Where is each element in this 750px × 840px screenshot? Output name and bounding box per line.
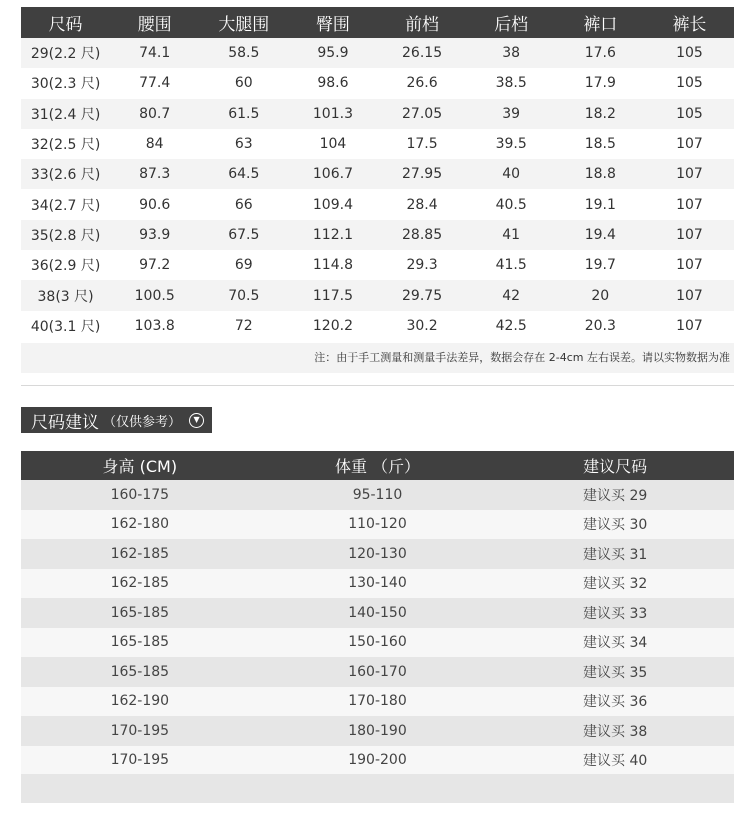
- table-cell: 17.5: [378, 129, 467, 159]
- table-cell: 32(2.5 尺): [21, 129, 110, 159]
- table-cell: 41.5: [467, 250, 556, 280]
- header-size: 尺码: [21, 7, 110, 38]
- table-cell: 建议买 30: [496, 510, 734, 540]
- size-chart-row: [21, 189, 734, 219]
- table-cell: 165-185: [21, 657, 259, 687]
- table-cell: 105: [645, 38, 734, 68]
- header-weight: 体重 （斤）: [259, 451, 497, 480]
- table-cell: 165-185: [21, 598, 259, 628]
- table-cell: 160-170: [259, 657, 497, 687]
- table-cell: 107: [645, 311, 734, 341]
- recommendation-table: [21, 451, 734, 775]
- table-cell: 120.2: [288, 311, 377, 341]
- table-cell: 170-180: [259, 687, 497, 717]
- table-cell: 58.5: [199, 38, 288, 68]
- recommendation-row: [21, 598, 734, 628]
- table-cell: 38.5: [467, 68, 556, 98]
- table-cell: 69: [199, 250, 288, 280]
- recommendation-header-row: [21, 451, 734, 480]
- table-cell: 建议买 31: [496, 539, 734, 569]
- table-cell: 107: [645, 189, 734, 219]
- table-cell: 60: [199, 68, 288, 98]
- table-cell: 74.1: [110, 38, 199, 68]
- recommendation-row: [21, 510, 734, 540]
- table-cell: 19.7: [556, 250, 645, 280]
- table-cell: 93.9: [110, 220, 199, 250]
- table-cell: 95-110: [259, 480, 497, 510]
- size-chart-row: [21, 99, 734, 129]
- table-cell: 41: [467, 220, 556, 250]
- table-cell: 160-175: [21, 480, 259, 510]
- size-chart-row: [21, 220, 734, 250]
- table-cell: 109.4: [288, 189, 377, 219]
- table-cell: 20: [556, 280, 645, 310]
- header-suggested-size: 建议尺码: [496, 451, 734, 480]
- table-cell: 30.2: [378, 311, 467, 341]
- table-cell: 18.5: [556, 129, 645, 159]
- size-chart-table: [21, 7, 734, 341]
- table-cell: 140-150: [259, 598, 497, 628]
- table-cell: 42.5: [467, 311, 556, 341]
- recommendation-row: [21, 569, 734, 599]
- header-leg-opening: 裤口: [556, 7, 645, 38]
- table-cell: 18.2: [556, 99, 645, 129]
- table-cell: 190-200: [259, 746, 497, 776]
- header-front-rise: 前档: [378, 7, 467, 38]
- recommendation-row: [21, 657, 734, 687]
- recommendation-footer: [21, 774, 734, 803]
- table-cell: 150-160: [259, 628, 497, 658]
- table-cell: 170-195: [21, 716, 259, 746]
- table-cell: 建议买 29: [496, 480, 734, 510]
- table-cell: 64.5: [199, 159, 288, 189]
- table-cell: 67.5: [199, 220, 288, 250]
- table-cell: 105: [645, 68, 734, 98]
- table-cell: 120-130: [259, 539, 497, 569]
- table-cell: 31(2.4 尺): [21, 99, 110, 129]
- table-cell: 180-190: [259, 716, 497, 746]
- size-chart-row: [21, 68, 734, 98]
- table-cell: 17.6: [556, 38, 645, 68]
- section-subtitle: （仅供参考）: [103, 414, 182, 430]
- recommendation-row: [21, 746, 734, 776]
- table-cell: 40.5: [467, 189, 556, 219]
- header-waist: 腰围: [110, 7, 199, 38]
- table-cell: 63: [199, 129, 288, 159]
- table-cell: 162-180: [21, 510, 259, 540]
- table-cell: 101.3: [288, 99, 377, 129]
- table-cell: 66: [199, 189, 288, 219]
- table-cell: 170-195: [21, 746, 259, 776]
- table-cell: 20.3: [556, 311, 645, 341]
- table-cell: 29(2.2 尺): [21, 38, 110, 68]
- size-chart-row: [21, 159, 734, 189]
- table-cell: 130-140: [259, 569, 497, 599]
- size-chart-row: [21, 129, 734, 159]
- table-cell: 40(3.1 尺): [21, 311, 110, 341]
- table-cell: 38: [467, 38, 556, 68]
- table-cell: 103.8: [110, 311, 199, 341]
- size-chart-header-row: [21, 7, 734, 38]
- table-cell: 112.1: [288, 220, 377, 250]
- measurement-note: 注：由于手工测量和测量手法差异，数据会存在 2-4cm 左右误差。请以实物数据为准: [21, 343, 734, 373]
- table-cell: 97.2: [110, 250, 199, 280]
- table-cell: 33(2.6 尺): [21, 159, 110, 189]
- table-cell: 建议买 35: [496, 657, 734, 687]
- table-cell: 29.3: [378, 250, 467, 280]
- table-cell: 建议买 33: [496, 598, 734, 628]
- table-cell: 107: [645, 250, 734, 280]
- table-cell: 19.4: [556, 220, 645, 250]
- table-cell: 110-120: [259, 510, 497, 540]
- header-height: 身高 (CM): [21, 451, 259, 480]
- table-cell: 77.4: [110, 68, 199, 98]
- recommendation-row: [21, 628, 734, 658]
- table-cell: 90.6: [110, 189, 199, 219]
- recommendation-row: [21, 716, 734, 746]
- table-cell: 165-185: [21, 628, 259, 658]
- table-cell: 106.7: [288, 159, 377, 189]
- table-cell: 28.4: [378, 189, 467, 219]
- table-cell: 70.5: [199, 280, 288, 310]
- table-cell: 84: [110, 129, 199, 159]
- section-divider: [21, 385, 734, 386]
- table-cell: 38(3 尺): [21, 280, 110, 310]
- table-cell: 35(2.8 尺): [21, 220, 110, 250]
- table-cell: 34(2.7 尺): [21, 189, 110, 219]
- table-cell: 117.5: [288, 280, 377, 310]
- table-cell: 29.75: [378, 280, 467, 310]
- chevron-down-circle-icon: ▼: [189, 413, 204, 428]
- table-cell: 162-185: [21, 539, 259, 569]
- size-chart-row: [21, 280, 734, 310]
- table-cell: 28.85: [378, 220, 467, 250]
- header-back-rise: 后档: [467, 7, 556, 38]
- table-cell: 36(2.9 尺): [21, 250, 110, 280]
- table-cell: 107: [645, 129, 734, 159]
- table-cell: 40: [467, 159, 556, 189]
- table-cell: 26.15: [378, 38, 467, 68]
- recommendation-row: [21, 480, 734, 510]
- table-cell: 建议买 38: [496, 716, 734, 746]
- size-chart-row: [21, 250, 734, 280]
- table-cell: 95.9: [288, 38, 377, 68]
- table-cell: 104: [288, 129, 377, 159]
- header-thigh: 大腿围: [199, 7, 288, 38]
- table-cell: 107: [645, 220, 734, 250]
- recommendation-row: [21, 687, 734, 717]
- table-cell: 105: [645, 99, 734, 129]
- table-cell: 61.5: [199, 99, 288, 129]
- table-cell: 114.8: [288, 250, 377, 280]
- table-cell: 18.8: [556, 159, 645, 189]
- table-cell: 27.95: [378, 159, 467, 189]
- section-title: 尺码建议: [31, 412, 99, 433]
- recommendation-row: [21, 539, 734, 569]
- table-cell: 162-185: [21, 569, 259, 599]
- table-cell: 39: [467, 99, 556, 129]
- table-cell: 19.1: [556, 189, 645, 219]
- table-cell: 30(2.3 尺): [21, 68, 110, 98]
- table-cell: 87.3: [110, 159, 199, 189]
- table-cell: 107: [645, 280, 734, 310]
- table-cell: 72: [199, 311, 288, 341]
- header-length: 裤长: [645, 7, 734, 38]
- table-cell: 建议买 40: [496, 746, 734, 776]
- table-cell: 100.5: [110, 280, 199, 310]
- table-cell: 26.6: [378, 68, 467, 98]
- size-chart-row: [21, 311, 734, 341]
- header-hip: 臀围: [288, 7, 377, 38]
- table-cell: 80.7: [110, 99, 199, 129]
- table-cell: 39.5: [467, 129, 556, 159]
- table-cell: 107: [645, 159, 734, 189]
- table-cell: 17.9: [556, 68, 645, 98]
- table-cell: 162-190: [21, 687, 259, 717]
- table-cell: 27.05: [378, 99, 467, 129]
- table-cell: 建议买 32: [496, 569, 734, 599]
- table-cell: 建议买 34: [496, 628, 734, 658]
- table-cell: 98.6: [288, 68, 377, 98]
- size-recommendation-header: [21, 407, 212, 433]
- size-chart-row: [21, 38, 734, 68]
- table-cell: 42: [467, 280, 556, 310]
- table-cell: 建议买 36: [496, 687, 734, 717]
